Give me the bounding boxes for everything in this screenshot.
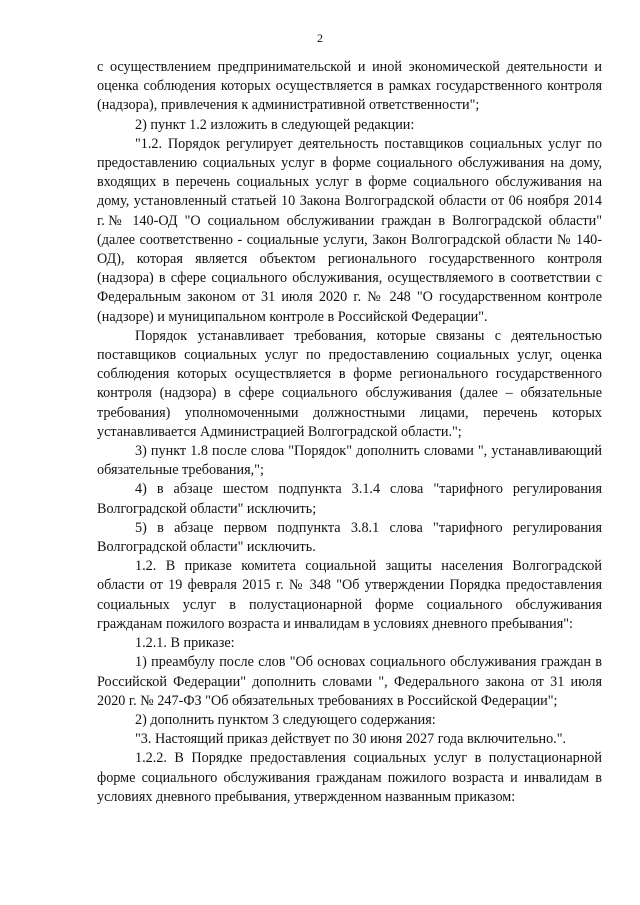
paragraph: 4) в абзаце шестом подпункта 3.1.4 слова "тарифного регулирования Волгоградской области" исключить; (97, 481, 602, 517)
document-body (97, 58, 602, 807)
paragraph: 3) пункт 1.8 после слова "Порядок" дополнить словами ", устанавливающий обязательные требования,"; (97, 443, 602, 479)
paragraph: 1) преамбулу после слов "Об основах социального обслуживания граждан в Российской Федерации" дополнить словами ", Федерального закона от 31 июля 2020 г. № 247-ФЗ "Об обязательных требованиях в Российской Федерации"; (97, 654, 602, 709)
paragraph: 1.2. В приказе комитета социальной защиты населения Волгоградской области от 19 февраля 2015 г. № 348 "Об утверждении Порядка предоставления социальных услуг в полустационарной форме социального обслуживания гражданам пожилого возраста и инвалидам в условиях дневного пребывания": (97, 558, 602, 632)
paragraph: 2) дополнить пунктом 3 следующего содержания: (135, 711, 436, 728)
page-number: 2 (317, 31, 323, 45)
paragraph: 1.2.1. В приказе: (135, 635, 235, 652)
paragraph: 5) в абзаце первом подпункта 3.8.1 слова "тарифного регулирования Волгоградской области" исключить. (97, 519, 602, 556)
paragraph: с осуществлением предпринимательской и иной экономической деятельности и оценка соблюдения которых осуществляется в рамках государственного контроля (надзора), привлечения к административной ответственности"; (97, 59, 602, 114)
paragraph: 2) пункт 1.2 изложить в следующей редакции: (135, 116, 415, 133)
paragraph: "1.2. Порядок регулирует деятельность поставщиков социальных услуг по предоставлению социальных услуг в форме социального обслуживания на дому, входящих в перечень социальных услуг в форме социального обслуживания на дому, установленный статьей 10 Закона Волгоградской области от 06 ноября 2014 г.№ 140-ОД "О социальном обслуживании граждан в Волгоградской области" (далее соответственно - социальные услуги, Закон Волгоградской области № 140-ОД), которая является объектом регионального государственного контроля (надзора) в сфере социального обслуживания, осуществляемого в соответствии с Федеральным законом от 31 июля 2020 г. № 248 "О государственном контроле (надзоре) и муниципальном контроле в Российской Федерации". (97, 135, 602, 325)
paragraph: "3. Настоящий приказ действует по 30 июня 2027 года включительно.". (135, 731, 567, 748)
paragraph: 1.2.2. В Порядке предоставления социальных услуг в полустационарной форме социального обслуживания гражданам пожилого возраста и инвалидам в условиях дневного пребывания, утвержденном названным приказом: (97, 750, 602, 805)
paragraph: Порядок устанавливает требования, которые связаны с деятельностью поставщиков социальных услуг по предоставлению социальных услуг, оценка соблюдения которых осуществляется в форме регионального государственного контроля (надзора) в сфере социального обслуживания (далее – обязательные требования) уполномоченными должностными лицами, перечень которых устанавливается Администрацией Волгоградской области."; (97, 327, 602, 440)
